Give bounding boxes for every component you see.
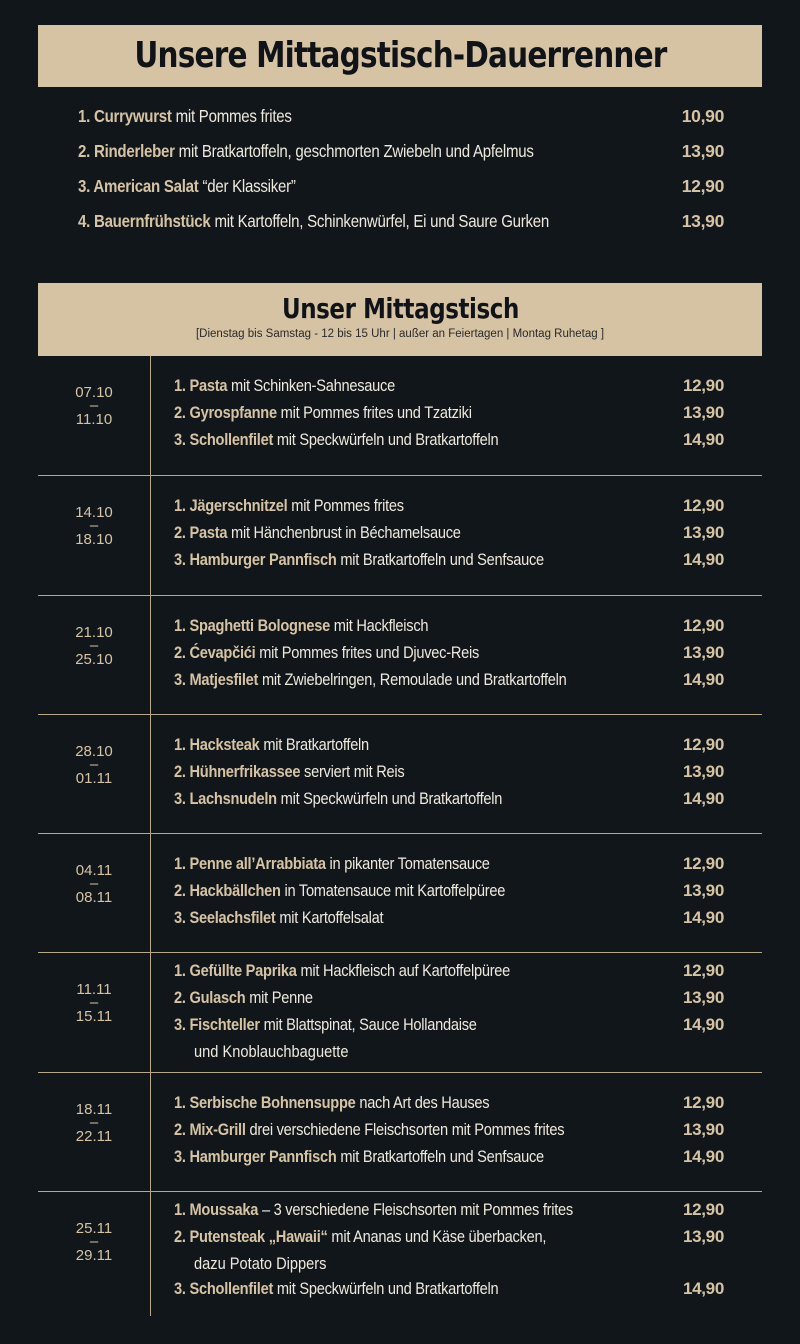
week-dish-list bbox=[174, 1093, 724, 1174]
list-item-continuation: dazu Potato Dippers bbox=[194, 1254, 327, 1273]
list-item: 1. Spaghetti Bolognese mit Hackfleisch 12,90 bbox=[174, 616, 724, 635]
list-item: 3. Lachsnudeln mit Speckwürfeln und Bratkartoffeln 14,90 bbox=[174, 789, 724, 808]
week-dish-list bbox=[174, 1200, 724, 1306]
lunch-title: Unser Mittagstisch bbox=[281, 292, 519, 325]
price: 13,90 bbox=[682, 762, 724, 781]
list-item: 1. Hacksteak mit Bratkartoffeln 12,90 bbox=[174, 735, 724, 754]
price: 12,90 bbox=[682, 854, 724, 873]
classics-banner bbox=[38, 25, 762, 87]
lunch-banner bbox=[38, 283, 762, 356]
list-item: 1. Jägerschnitzel mit Pommes frites 12,90 bbox=[174, 496, 724, 515]
list-item: 1. Gefüllte Paprika mit Hackfleisch auf Kartoffelpüree 12,90 bbox=[174, 961, 724, 980]
list-item-continuation: und Knoblauchbaguette bbox=[194, 1042, 349, 1061]
week-dish-list bbox=[174, 961, 724, 1067]
list-item: 2. Gulasch mit Penne 13,90 bbox=[174, 988, 724, 1007]
week-date-range: 14.10 – 18.10 bbox=[75, 504, 113, 548]
price: 12,90 bbox=[681, 176, 724, 196]
week-dish-list bbox=[174, 735, 724, 816]
list-item: 1. Currywurst mit Pommes frites 10,90 bbox=[78, 106, 724, 126]
price: 13,90 bbox=[681, 141, 724, 161]
list-item: 2. Putensteak „Hawaii“ mit Ananas und Käse überbacken, 13,90 bbox=[174, 1227, 724, 1246]
list-item: 3. American Salat “der Klassiker” 12,90 bbox=[78, 176, 724, 196]
price: 14,90 bbox=[682, 670, 724, 689]
list-item: 2. Pasta mit Hänchenbrust in Béchamelsauce 13,90 bbox=[174, 523, 724, 542]
list-item: 2. Ćevapčići mit Pommes frites und Djuvec-Reis 13,90 bbox=[174, 643, 724, 662]
price: 12,90 bbox=[682, 961, 724, 980]
list-item: 2. Hackbällchen in Tomatensauce mit Kartoffelpüree 13,90 bbox=[174, 881, 724, 900]
price: 12,90 bbox=[682, 1200, 724, 1219]
lunch-subtitle: [Dienstag bis Samstag - 12 bis 15 Uhr | außer an Feiertagen | Montag Ruhetag ] bbox=[195, 328, 605, 340]
list-item: 3. Schollenfilet mit Speckwürfeln und Bratkartoffeln 14,90 bbox=[174, 430, 724, 449]
price: 13,90 bbox=[682, 643, 724, 662]
list-item: 2. Hühnerfrikassee serviert mit Reis 13,90 bbox=[174, 762, 724, 781]
price: 14,90 bbox=[682, 1015, 724, 1034]
week-date-range: 25.11 – 29.11 bbox=[75, 1220, 113, 1264]
list-item: 3. Hamburger Pannfisch mit Bratkartoffeln und Senfsauce 14,90 bbox=[174, 1147, 724, 1166]
price: 14,90 bbox=[682, 908, 724, 927]
list-item: 3. Seelachsfilet mit Kartoffelsalat 14,90 bbox=[174, 908, 724, 927]
week-date-range: 11.11 – 15.11 bbox=[75, 981, 113, 1025]
price: 14,90 bbox=[682, 550, 724, 569]
price: 13,90 bbox=[682, 1227, 724, 1246]
price: 13,90 bbox=[682, 403, 724, 422]
list-item: 4. Bauernfrühstück mit Kartoffeln, Schinkenwürfel, Ei und Saure Gurken 13,90 bbox=[78, 211, 724, 231]
price: 10,90 bbox=[681, 106, 724, 126]
week-date-range: 21.10 – 25.10 bbox=[75, 624, 113, 668]
week-dish-list bbox=[174, 854, 724, 935]
price: 14,90 bbox=[682, 430, 724, 449]
list-item: 2. Gyrospfanne mit Pommes frites und Tzatziki 13,90 bbox=[174, 403, 724, 422]
price: 13,90 bbox=[681, 211, 724, 231]
price: 13,90 bbox=[682, 881, 724, 900]
price: 13,90 bbox=[682, 1120, 724, 1139]
list-item: 2. Mix-Grill drei verschiedene Fleischsorten mit Pommes frites 13,90 bbox=[174, 1120, 724, 1139]
week-date-range: 18.11 – 22.11 bbox=[75, 1101, 113, 1145]
week-dish-list bbox=[174, 496, 724, 577]
price: 12,90 bbox=[682, 735, 724, 754]
week-dish-list bbox=[174, 616, 724, 697]
price: 14,90 bbox=[682, 789, 724, 808]
price: 14,90 bbox=[682, 1279, 724, 1298]
list-item: 2. Rinderleber mit Bratkartoffeln, geschmorten Zwiebeln und Apfelmus 13,90 bbox=[78, 141, 724, 161]
classics-title: Unsere Mittagstisch-Dauerrenner bbox=[133, 35, 667, 76]
price: 12,90 bbox=[682, 1093, 724, 1112]
list-item: 1. Serbische Bohnensuppe nach Art des Hauses 12,90 bbox=[174, 1093, 724, 1112]
classics-list bbox=[78, 106, 724, 246]
list-item: 3. Hamburger Pannfisch mit Bratkartoffeln und Senfsauce 14,90 bbox=[174, 550, 724, 569]
week-date-range: 07.10 – 11.10 bbox=[75, 384, 113, 428]
price: 13,90 bbox=[682, 523, 724, 542]
list-item: 3. Matjesfilet mit Zwiebelringen, Remoulade und Bratkartoffeln 14,90 bbox=[174, 670, 724, 689]
price: 12,90 bbox=[682, 616, 724, 635]
list-item: 1. Penne all’Arrabbiata in pikanter Tomatensauce 12,90 bbox=[174, 854, 724, 873]
week-date-range: 04.11 – 08.11 bbox=[75, 862, 113, 906]
week-date-range: 28.10 – 01.11 bbox=[75, 743, 113, 787]
list-item: 1. Pasta mit Schinken-Sahnesauce 12,90 bbox=[174, 376, 724, 395]
price: 14,90 bbox=[682, 1147, 724, 1166]
list-item: 1. Moussaka – 3 verschiedene Fleischsorten mit Pommes frites 12,90 bbox=[174, 1200, 724, 1219]
list-item: 3. Schollenfilet mit Speckwürfeln und Bratkartoffeln 14,90 bbox=[174, 1279, 724, 1298]
price: 13,90 bbox=[682, 988, 724, 1007]
price: 12,90 bbox=[682, 376, 724, 395]
week-dish-list bbox=[174, 376, 724, 457]
list-item: 3. Fischteller mit Blattspinat, Sauce Hollandaise 14,90 bbox=[174, 1015, 724, 1034]
price: 12,90 bbox=[682, 496, 724, 515]
